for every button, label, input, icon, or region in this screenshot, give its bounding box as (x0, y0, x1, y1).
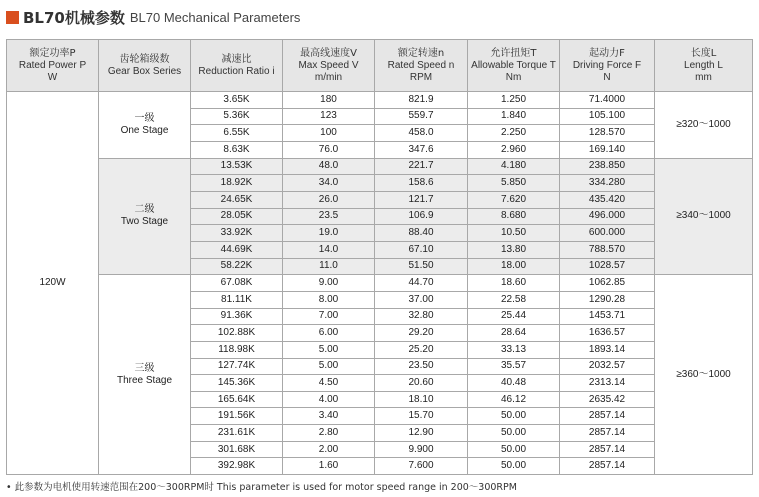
table-cell: 559.7 (375, 108, 468, 125)
gear-stage-cn: 二级 (134, 204, 155, 216)
table-cell: 2.80 (283, 425, 375, 442)
table-cell: 32.80 (375, 308, 468, 325)
table-cell: 13.80 (468, 241, 560, 258)
table-cell: 18.00 (468, 258, 560, 275)
table-cell: 1028.57 (560, 258, 655, 275)
table-cell: 18.10 (375, 391, 468, 408)
table-cell: 1893.14 (560, 341, 655, 358)
table-cell: 2032.57 (560, 358, 655, 375)
table-cell: 1453.71 (560, 308, 655, 325)
table-cell: 88.40 (375, 225, 468, 242)
table-cell: 28.05K (191, 208, 283, 225)
table-cell: 7.600 (375, 458, 468, 475)
table-cell: 11.0 (283, 258, 375, 275)
column-header (99, 40, 191, 92)
table-cell: 2635.42 (560, 391, 655, 408)
table-cell: 169.140 (560, 141, 655, 158)
page-title (6, 6, 300, 28)
table-cell: 29.20 (375, 325, 468, 342)
table-cell: 8.680 (468, 208, 560, 225)
table-cell: 458.0 (375, 125, 468, 142)
table-cell: 2857.14 (560, 408, 655, 425)
table-cell: 165.64K (191, 391, 283, 408)
table-cell: 1.840 (468, 108, 560, 125)
column-header-cn: 减速比 (221, 53, 252, 65)
column-header-unit: mm (695, 71, 712, 83)
table-cell: 231.61K (191, 425, 283, 442)
table-cell: 50.00 (468, 441, 560, 458)
length-cell: ≥360～1000 (655, 275, 753, 475)
table-cell: 7.00 (283, 308, 375, 325)
table-cell: 20.60 (375, 375, 468, 392)
table-cell: 44.69K (191, 241, 283, 258)
table-cell: 2313.14 (560, 375, 655, 392)
table-cell: 46.12 (468, 391, 560, 408)
length-cell: ≥320～1000 (655, 92, 753, 159)
table-cell: 123 (283, 108, 375, 125)
table-cell: 5.36K (191, 108, 283, 125)
gear-stage-en: Two Stage (120, 216, 169, 228)
gear-stage-cell (99, 158, 191, 275)
table-cell: 2.250 (468, 125, 560, 142)
table-cell: 180 (283, 92, 375, 109)
table-cell: 4.50 (283, 375, 375, 392)
title-en: BL70 Mechanical Parameters (129, 9, 301, 25)
table-header-row (7, 40, 753, 92)
table-cell: 238.850 (560, 158, 655, 175)
table-cell: 44.70 (375, 275, 468, 292)
table-cell: 22.58 (468, 291, 560, 308)
table-cell: 128.570 (560, 125, 655, 142)
table-cell: 1.250 (468, 92, 560, 109)
table-cell: 118.98K (191, 341, 283, 358)
table-cell: 496.000 (560, 208, 655, 225)
title-marker-icon (6, 11, 19, 24)
table-cell: 301.68K (191, 441, 283, 458)
table-cell: 9.00 (283, 275, 375, 292)
column-header-en: Gear Box Series (107, 65, 182, 77)
column-header (375, 40, 468, 92)
column-header-cn: 起动力F (589, 47, 625, 59)
column-header-unit: W (47, 71, 58, 83)
table-cell: 15.70 (375, 408, 468, 425)
table-cell: 191.56K (191, 408, 283, 425)
table-cell: 33.92K (191, 225, 283, 242)
table-cell: 2.00 (283, 441, 375, 458)
table-cell: 127.74K (191, 358, 283, 375)
table-cell: 4.180 (468, 158, 560, 175)
table-cell: 33.13 (468, 341, 560, 358)
footnote: • 此参数为电机使用转速范围在200～300RPM时 This parameter is used for motor speed range in 200～300RPM (6, 482, 517, 493)
table-cell: 221.7 (375, 158, 468, 175)
column-header (283, 40, 375, 92)
table-cell: 5.00 (283, 341, 375, 358)
table-cell: 1636.57 (560, 325, 655, 342)
table-cell: 105.100 (560, 108, 655, 125)
table-cell: 6.00 (283, 325, 375, 342)
table-cell: 51.50 (375, 258, 468, 275)
table-cell: 435.420 (560, 191, 655, 208)
table-cell: 9.900 (375, 441, 468, 458)
column-header-unit: Nm (505, 71, 522, 83)
table-cell: 67.08K (191, 275, 283, 292)
table-cell: 91.36K (191, 308, 283, 325)
parameters-table (6, 39, 753, 475)
table-cell: 67.10 (375, 241, 468, 258)
table-cell: 2.960 (468, 141, 560, 158)
column-header-cn: 长度L (690, 47, 717, 59)
table-cell: 14.0 (283, 241, 375, 258)
rated-power-cell: 120W (7, 92, 99, 475)
table-cell: 19.0 (283, 225, 375, 242)
table-cell: 34.0 (283, 175, 375, 192)
table-row (7, 92, 753, 109)
table-cell: 334.280 (560, 175, 655, 192)
gear-stage-cell (99, 92, 191, 159)
table-cell: 8.63K (191, 141, 283, 158)
column-header-en: Driving Force F (572, 59, 642, 71)
column-header-unit: m/min (314, 71, 343, 83)
table-cell: 121.7 (375, 191, 468, 208)
table-cell: 3.40 (283, 408, 375, 425)
column-header (560, 40, 655, 92)
column-header (191, 40, 283, 92)
table-cell: 3.65K (191, 92, 283, 109)
column-header-en: Rated Power P (18, 59, 87, 71)
table-cell: 106.9 (375, 208, 468, 225)
table-cell: 2857.14 (560, 425, 655, 442)
table-cell: 5.850 (468, 175, 560, 192)
title-cn: BL70机械参数 (23, 8, 125, 27)
column-header-cn: 额定功率P (29, 47, 76, 59)
gear-stage-en: One Stage (120, 124, 169, 136)
table-cell: 4.00 (283, 391, 375, 408)
table-cell: 158.6 (375, 175, 468, 192)
table-cell: 37.00 (375, 291, 468, 308)
column-header (655, 40, 753, 92)
gear-stage-cn: 一级 (134, 112, 155, 124)
table-cell: 40.48 (468, 375, 560, 392)
column-header-en: Length L (684, 59, 723, 71)
table-cell: 100 (283, 125, 375, 142)
table-cell: 13.53K (191, 158, 283, 175)
table-cell: 600.000 (560, 225, 655, 242)
table-cell: 28.64 (468, 325, 560, 342)
gear-stage-en: Three Stage (116, 374, 173, 386)
table-cell: 18.60 (468, 275, 560, 292)
column-header-cn: 最高线速度V (300, 47, 357, 59)
table-cell: 102.88K (191, 325, 283, 342)
table-cell: 25.20 (375, 341, 468, 358)
table-cell: 18.92K (191, 175, 283, 192)
column-header-en: Allowable Torque T (471, 59, 556, 71)
table-cell: 23.5 (283, 208, 375, 225)
table-row (7, 275, 753, 292)
table-cell: 58.22K (191, 258, 283, 275)
column-header-cn: 额定转速n (397, 47, 445, 59)
table-cell: 50.00 (468, 425, 560, 442)
column-header (7, 40, 99, 92)
column-header-en: Rated Speed n (387, 59, 455, 71)
table-row (7, 158, 753, 175)
column-header-cn: 允许扭矩T (490, 47, 537, 59)
table-cell: 145.36K (191, 375, 283, 392)
table-body (7, 92, 753, 475)
column-header-unit: N (603, 71, 611, 83)
table-cell: 8.00 (283, 291, 375, 308)
table-cell: 347.6 (375, 141, 468, 158)
table-cell: 2857.14 (560, 441, 655, 458)
column-header-en: Max Speed V (298, 59, 359, 71)
table-cell: 6.55K (191, 125, 283, 142)
gear-stage-cn: 三级 (134, 362, 155, 374)
column-header (468, 40, 560, 92)
table-cell: 76.0 (283, 141, 375, 158)
table-cell: 1290.28 (560, 291, 655, 308)
length-cell: ≥340～1000 (655, 158, 753, 275)
column-header-en: Reduction Ratio i (198, 65, 275, 77)
table-cell: 5.00 (283, 358, 375, 375)
table-cell: 26.0 (283, 191, 375, 208)
table-cell: 7.620 (468, 191, 560, 208)
table-cell: 821.9 (375, 92, 468, 109)
table-cell: 12.90 (375, 425, 468, 442)
table-cell: 10.50 (468, 225, 560, 242)
table-cell: 23.50 (375, 358, 468, 375)
table-cell: 392.98K (191, 458, 283, 475)
table-cell: 25.44 (468, 308, 560, 325)
column-header-cn: 齿轮箱级数 (119, 53, 170, 65)
table-cell: 788.570 (560, 241, 655, 258)
table-cell: 71.4000 (560, 92, 655, 109)
table-cell: 1062.85 (560, 275, 655, 292)
table-cell: 1.60 (283, 458, 375, 475)
table-cell: 48.0 (283, 158, 375, 175)
table-cell: 81.11K (191, 291, 283, 308)
table-cell: 24.65K (191, 191, 283, 208)
table-cell: 35.57 (468, 358, 560, 375)
table-cell: 2857.14 (560, 458, 655, 475)
table-cell: 50.00 (468, 458, 560, 475)
table-cell: 50.00 (468, 408, 560, 425)
column-header-unit: RPM (409, 71, 433, 83)
gear-stage-cell (99, 275, 191, 475)
